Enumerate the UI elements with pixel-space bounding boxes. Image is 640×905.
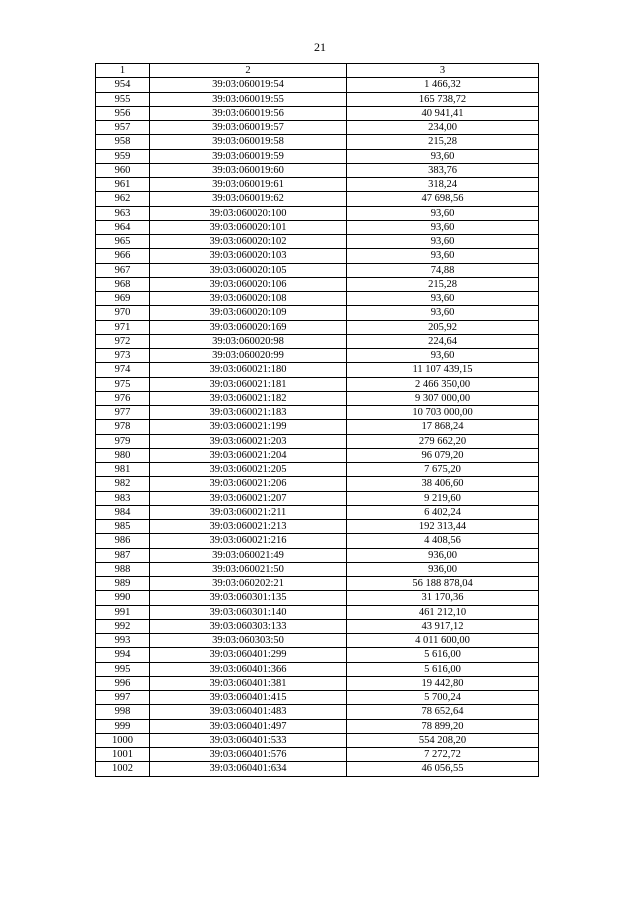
value-cell: 4 011 600,00 xyxy=(347,634,539,648)
table-row xyxy=(96,149,539,163)
value-cell: 17 868,24 xyxy=(347,420,539,434)
value-cell: 40 941,41 xyxy=(347,106,539,120)
value-cell: 5 700,24 xyxy=(347,691,539,705)
table-row xyxy=(96,634,539,648)
value-cell: 93,60 xyxy=(347,349,539,363)
row-number-cell: 958 xyxy=(96,135,150,149)
row-number-cell: 976 xyxy=(96,391,150,405)
table-row xyxy=(96,463,539,477)
table-row xyxy=(96,534,539,548)
value-cell: 5 616,00 xyxy=(347,648,539,662)
value-cell: 46 056,55 xyxy=(347,762,539,776)
value-cell: 19 442,80 xyxy=(347,676,539,690)
value-cell: 215,28 xyxy=(347,135,539,149)
row-number-cell: 989 xyxy=(96,577,150,591)
table-row xyxy=(96,719,539,733)
cadastral-number-cell: 39:03:060021:180 xyxy=(150,363,347,377)
table-row xyxy=(96,192,539,206)
row-number-cell: 998 xyxy=(96,705,150,719)
value-cell: 554 208,20 xyxy=(347,733,539,747)
cadastral-number-cell: 39:03:060021:182 xyxy=(150,391,347,405)
value-cell: 192 313,44 xyxy=(347,520,539,534)
value-cell: 93,60 xyxy=(347,235,539,249)
row-number-cell: 996 xyxy=(96,676,150,690)
cadastral-number-cell: 39:03:060401:299 xyxy=(150,648,347,662)
row-number-cell: 974 xyxy=(96,363,150,377)
table-row xyxy=(96,163,539,177)
table-row xyxy=(96,577,539,591)
column-header: 3 xyxy=(347,64,539,78)
table-row xyxy=(96,406,539,420)
value-cell: 47 698,56 xyxy=(347,192,539,206)
row-number-cell: 984 xyxy=(96,505,150,519)
value-cell: 215,28 xyxy=(347,277,539,291)
data-table xyxy=(95,63,539,777)
row-number-cell: 959 xyxy=(96,149,150,163)
cadastral-number-cell: 39:03:060021:206 xyxy=(150,477,347,491)
value-cell: 5 616,00 xyxy=(347,662,539,676)
value-cell: 205,92 xyxy=(347,320,539,334)
cadastral-number-cell: 39:03:060019:55 xyxy=(150,92,347,106)
cadastral-number-cell: 39:03:060019:61 xyxy=(150,178,347,192)
cadastral-number-cell: 39:03:060019:54 xyxy=(150,78,347,92)
value-cell: 96 079,20 xyxy=(347,448,539,462)
cadastral-number-cell: 39:03:060021:49 xyxy=(150,548,347,562)
table-row xyxy=(96,648,539,662)
value-cell: 936,00 xyxy=(347,548,539,562)
row-number-cell: 969 xyxy=(96,292,150,306)
table-row xyxy=(96,491,539,505)
cadastral-number-cell: 39:03:060401:497 xyxy=(150,719,347,733)
value-cell: 93,60 xyxy=(347,220,539,234)
cadastral-number-cell: 39:03:060401:533 xyxy=(150,733,347,747)
column-header: 1 xyxy=(96,64,150,78)
value-cell: 93,60 xyxy=(347,292,539,306)
value-cell: 9 307 000,00 xyxy=(347,391,539,405)
table-row xyxy=(96,477,539,491)
row-number-cell: 962 xyxy=(96,192,150,206)
row-number-cell: 955 xyxy=(96,92,150,106)
row-number-cell: 985 xyxy=(96,520,150,534)
table-body xyxy=(96,78,539,776)
value-cell: 11 107 439,15 xyxy=(347,363,539,377)
cadastral-number-cell: 39:03:060021:207 xyxy=(150,491,347,505)
cadastral-number-cell: 39:03:060021:50 xyxy=(150,562,347,576)
row-number-cell: 991 xyxy=(96,605,150,619)
row-number-cell: 967 xyxy=(96,263,150,277)
value-cell: 461 212,10 xyxy=(347,605,539,619)
cadastral-number-cell: 39:03:060401:483 xyxy=(150,705,347,719)
row-number-cell: 981 xyxy=(96,463,150,477)
table-row xyxy=(96,591,539,605)
cadastral-number-cell: 39:03:060020:99 xyxy=(150,349,347,363)
value-cell: 38 406,60 xyxy=(347,477,539,491)
table-header-row xyxy=(96,64,539,78)
value-cell: 74,88 xyxy=(347,263,539,277)
table-row xyxy=(96,220,539,234)
table-row xyxy=(96,377,539,391)
row-number-cell: 971 xyxy=(96,320,150,334)
row-number-cell: 966 xyxy=(96,249,150,263)
row-number-cell: 970 xyxy=(96,306,150,320)
cadastral-number-cell: 39:03:060303:133 xyxy=(150,619,347,633)
table-row xyxy=(96,78,539,92)
value-cell: 6 402,24 xyxy=(347,505,539,519)
table-row xyxy=(96,548,539,562)
table-row xyxy=(96,448,539,462)
cadastral-number-cell: 39:03:060401:381 xyxy=(150,676,347,690)
cadastral-number-cell: 39:03:060020:109 xyxy=(150,306,347,320)
row-number-cell: 973 xyxy=(96,349,150,363)
table-row xyxy=(96,420,539,434)
row-number-cell: 979 xyxy=(96,434,150,448)
table-row xyxy=(96,292,539,306)
value-cell: 7 272,72 xyxy=(347,748,539,762)
table-row xyxy=(96,619,539,633)
row-number-cell: 1002 xyxy=(96,762,150,776)
value-cell: 43 917,12 xyxy=(347,619,539,633)
table-row xyxy=(96,206,539,220)
row-number-cell: 983 xyxy=(96,491,150,505)
cadastral-number-cell: 39:03:060019:60 xyxy=(150,163,347,177)
row-number-cell: 988 xyxy=(96,562,150,576)
row-number-cell: 954 xyxy=(96,78,150,92)
table-row xyxy=(96,334,539,348)
value-cell: 10 703 000,00 xyxy=(347,406,539,420)
table-row xyxy=(96,235,539,249)
value-cell: 78 899,20 xyxy=(347,719,539,733)
row-number-cell: 994 xyxy=(96,648,150,662)
table-row xyxy=(96,135,539,149)
cadastral-number-cell: 39:03:060021:204 xyxy=(150,448,347,462)
cadastral-number-cell: 39:03:060019:62 xyxy=(150,192,347,206)
table-row xyxy=(96,249,539,263)
cadastral-number-cell: 39:03:060202:21 xyxy=(150,577,347,591)
table-row xyxy=(96,320,539,334)
cadastral-number-cell: 39:03:060020:102 xyxy=(150,235,347,249)
value-cell: 93,60 xyxy=(347,306,539,320)
value-cell: 936,00 xyxy=(347,562,539,576)
table-row xyxy=(96,676,539,690)
row-number-cell: 960 xyxy=(96,163,150,177)
value-cell: 234,00 xyxy=(347,121,539,135)
row-number-cell: 963 xyxy=(96,206,150,220)
cadastral-number-cell: 39:03:060401:576 xyxy=(150,748,347,762)
cadastral-number-cell: 39:03:060019:58 xyxy=(150,135,347,149)
table-row xyxy=(96,705,539,719)
cadastral-number-cell: 39:03:060020:103 xyxy=(150,249,347,263)
row-number-cell: 968 xyxy=(96,277,150,291)
value-cell: 93,60 xyxy=(347,149,539,163)
cadastral-number-cell: 39:03:060019:59 xyxy=(150,149,347,163)
cadastral-number-cell: 39:03:060021:183 xyxy=(150,406,347,420)
table-row xyxy=(96,363,539,377)
row-number-cell: 1001 xyxy=(96,748,150,762)
row-number-cell: 993 xyxy=(96,634,150,648)
row-number-cell: 986 xyxy=(96,534,150,548)
value-cell: 56 188 878,04 xyxy=(347,577,539,591)
value-cell: 7 675,20 xyxy=(347,463,539,477)
row-number-cell: 972 xyxy=(96,334,150,348)
row-number-cell: 980 xyxy=(96,448,150,462)
value-cell: 165 738,72 xyxy=(347,92,539,106)
table-row xyxy=(96,562,539,576)
cadastral-number-cell: 39:03:060021:216 xyxy=(150,534,347,548)
table-row xyxy=(96,733,539,747)
cadastral-number-cell: 39:03:060303:50 xyxy=(150,634,347,648)
value-cell: 31 170,36 xyxy=(347,591,539,605)
row-number-cell: 987 xyxy=(96,548,150,562)
value-cell: 2 466 350,00 xyxy=(347,377,539,391)
value-cell: 318,24 xyxy=(347,178,539,192)
cadastral-number-cell: 39:03:060021:211 xyxy=(150,505,347,519)
table-row xyxy=(96,391,539,405)
row-number-cell: 992 xyxy=(96,619,150,633)
row-number-cell: 964 xyxy=(96,220,150,234)
cadastral-number-cell: 39:03:060020:108 xyxy=(150,292,347,306)
table-row xyxy=(96,520,539,534)
row-number-cell: 990 xyxy=(96,591,150,605)
row-number-cell: 978 xyxy=(96,420,150,434)
cadastral-number-cell: 39:03:060019:57 xyxy=(150,121,347,135)
value-cell: 1 466,32 xyxy=(347,78,539,92)
value-cell: 4 408,56 xyxy=(347,534,539,548)
value-cell: 224,64 xyxy=(347,334,539,348)
cadastral-number-cell: 39:03:060020:169 xyxy=(150,320,347,334)
cadastral-number-cell: 39:03:060019:56 xyxy=(150,106,347,120)
cadastral-number-cell: 39:03:060021:205 xyxy=(150,463,347,477)
table-row xyxy=(96,106,539,120)
row-number-cell: 977 xyxy=(96,406,150,420)
value-cell: 78 652,64 xyxy=(347,705,539,719)
cadastral-number-cell: 39:03:060020:101 xyxy=(150,220,347,234)
value-cell: 279 662,20 xyxy=(347,434,539,448)
row-number-cell: 957 xyxy=(96,121,150,135)
table-row xyxy=(96,434,539,448)
row-number-cell: 999 xyxy=(96,719,150,733)
column-header: 2 xyxy=(150,64,347,78)
row-number-cell: 982 xyxy=(96,477,150,491)
table-row xyxy=(96,605,539,619)
table-row xyxy=(96,178,539,192)
table-row xyxy=(96,92,539,106)
cadastral-number-cell: 39:03:060021:203 xyxy=(150,434,347,448)
table-row xyxy=(96,762,539,776)
table-row xyxy=(96,662,539,676)
table-row xyxy=(96,121,539,135)
value-cell: 93,60 xyxy=(347,206,539,220)
cadastral-number-cell: 39:03:060301:135 xyxy=(150,591,347,605)
table-row xyxy=(96,263,539,277)
value-cell: 383,76 xyxy=(347,163,539,177)
table-row xyxy=(96,277,539,291)
row-number-cell: 1000 xyxy=(96,733,150,747)
cadastral-number-cell: 39:03:060401:366 xyxy=(150,662,347,676)
row-number-cell: 961 xyxy=(96,178,150,192)
table-row xyxy=(96,691,539,705)
row-number-cell: 975 xyxy=(96,377,150,391)
cadastral-number-cell: 39:03:060401:415 xyxy=(150,691,347,705)
value-cell: 93,60 xyxy=(347,249,539,263)
table-row xyxy=(96,748,539,762)
row-number-cell: 965 xyxy=(96,235,150,249)
cadastral-number-cell: 39:03:060021:181 xyxy=(150,377,347,391)
row-number-cell: 997 xyxy=(96,691,150,705)
table-row xyxy=(96,349,539,363)
cadastral-number-cell: 39:03:060021:213 xyxy=(150,520,347,534)
cadastral-number-cell: 39:03:060401:634 xyxy=(150,762,347,776)
row-number-cell: 956 xyxy=(96,106,150,120)
cadastral-number-cell: 39:03:060020:106 xyxy=(150,277,347,291)
table-row xyxy=(96,306,539,320)
table-row xyxy=(96,505,539,519)
cadastral-number-cell: 39:03:060020:100 xyxy=(150,206,347,220)
page-number: 21 xyxy=(314,40,326,54)
cadastral-number-cell: 39:03:060301:140 xyxy=(150,605,347,619)
value-cell: 9 219,60 xyxy=(347,491,539,505)
cadastral-number-cell: 39:03:060020:98 xyxy=(150,334,347,348)
cadastral-number-cell: 39:03:060020:105 xyxy=(150,263,347,277)
cadastral-number-cell: 39:03:060021:199 xyxy=(150,420,347,434)
row-number-cell: 995 xyxy=(96,662,150,676)
